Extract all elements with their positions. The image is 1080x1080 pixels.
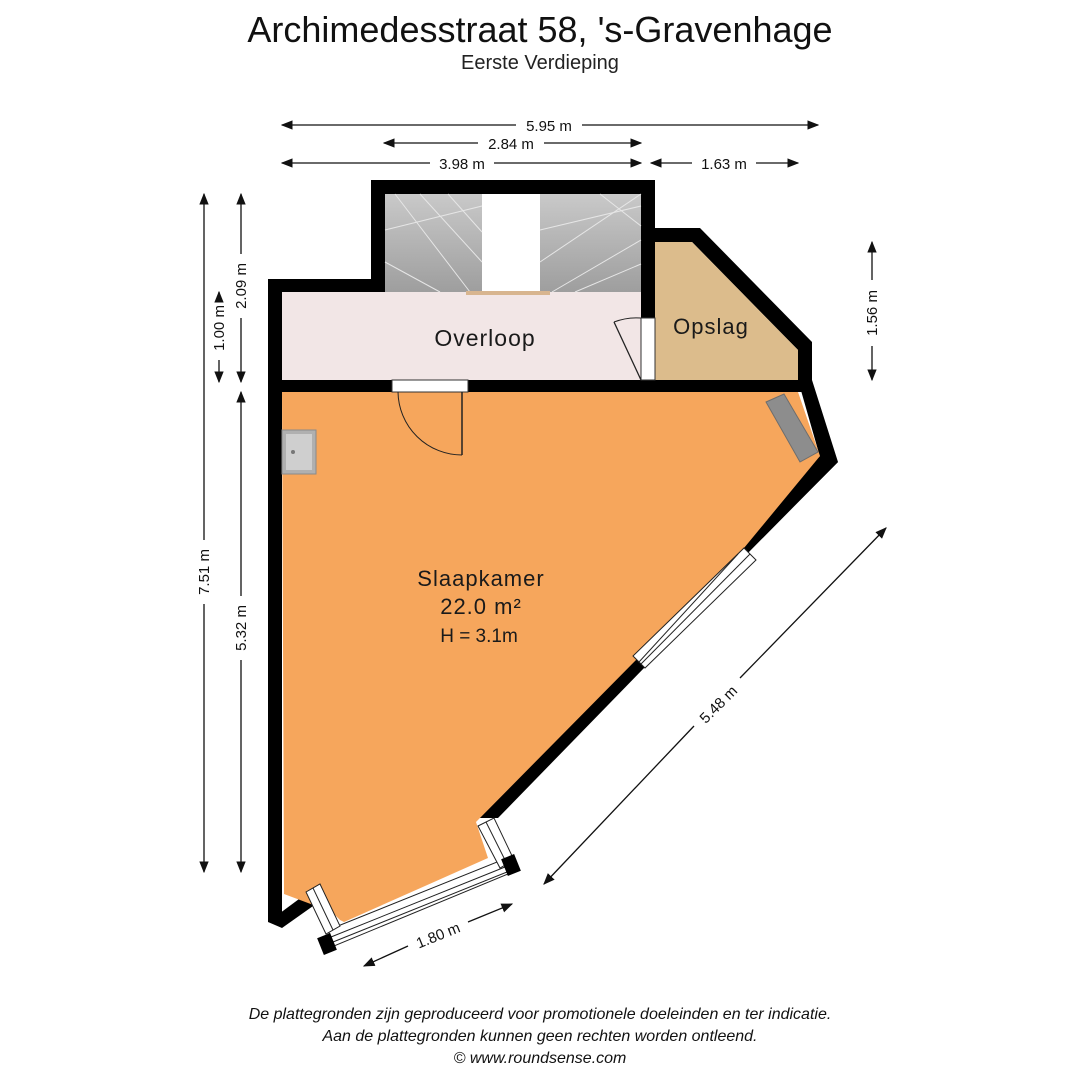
- plan-subtitle: Eerste Verdieping: [461, 52, 619, 74]
- room-height-slaapkamer: H = 3.1m: [440, 626, 518, 647]
- dim-top-left: 3.98 m: [439, 156, 485, 173]
- dim-top-total: 5.95 m: [526, 118, 572, 135]
- dim-left-upper: 2.09 m: [233, 263, 250, 309]
- disclaimer-line-2: Aan de plattegronden kunnen geen rechten worden ontleend.: [322, 1028, 758, 1045]
- dim-left-upper-small: 1.00 m: [211, 305, 228, 351]
- room-label-opslag: Opslag: [673, 314, 749, 339]
- dim-bottom-window: 1.80 m: [413, 919, 463, 953]
- plan-title: Archimedesstraat 58, 's-Gravenhage: [247, 9, 833, 50]
- room-label-slaapkamer: Slaapkamer: [417, 566, 545, 591]
- disclaimer-line-1: De plattegronden zijn geproduceerd voor promotionele doeleinden en ter indicatie.: [248, 1006, 832, 1023]
- dim-diagonal: 5.48 m: [696, 682, 742, 728]
- dim-top-inner: 2.84 m: [488, 136, 534, 153]
- copyright-link[interactable]: © www.roundsense.com: [453, 1050, 627, 1067]
- staircase: [385, 194, 641, 295]
- sink-icon: [282, 430, 316, 474]
- dim-top-right: 1.63 m: [701, 156, 747, 173]
- dim-right-opslag: 1.56 m: [864, 290, 881, 336]
- room-label-overloop: Overloop: [434, 325, 536, 351]
- dim-left-lower: 5.32 m: [233, 605, 250, 651]
- room-slaapkamer-floor: [282, 392, 820, 922]
- room-area-slaapkamer: 22.0 m²: [440, 594, 522, 619]
- dim-left-total: 7.51 m: [196, 549, 213, 595]
